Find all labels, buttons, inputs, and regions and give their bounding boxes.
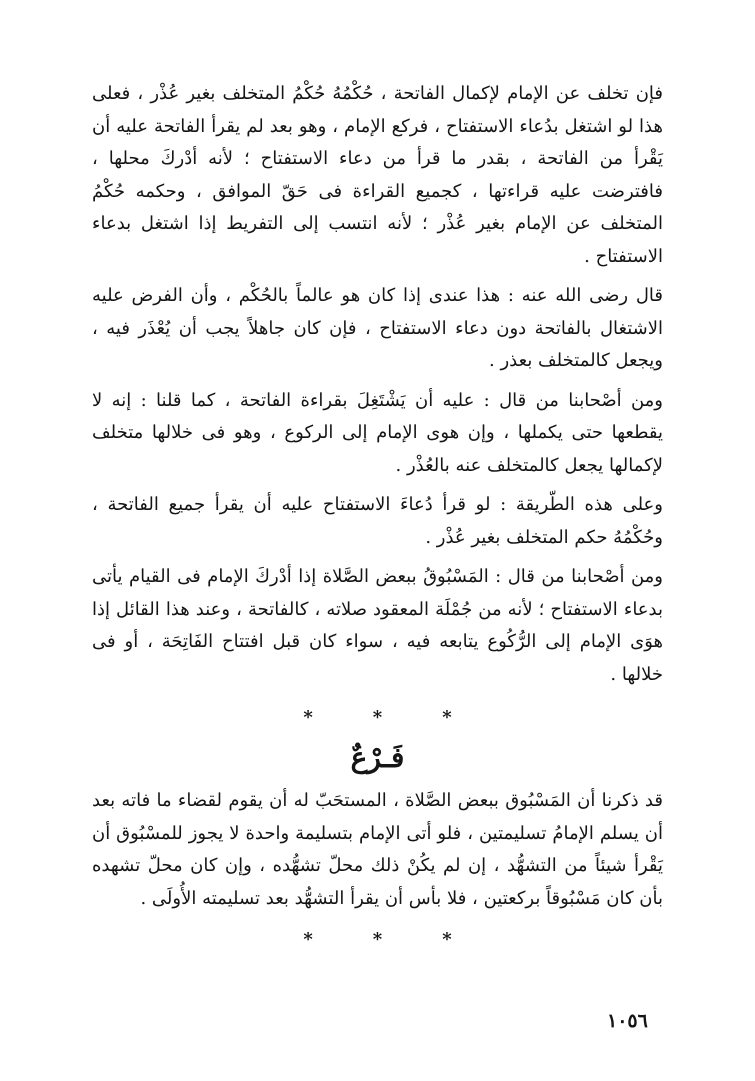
paragraph-1: فإن تخلف عن الإمام لإكمال الفاتحة ، حُكْمُهُ حُكْمُ المتخلف بغير عُذْر ، فعلى هذا لو اشتغل بدُعاء الاستفتاح ، فركع الإمام ، وهو بعد لم يقرأ الفاتحة عليه أن يَقْرأ من الفاتحة ، بقدر ما قرأ من دعاء الاستفتاح ؛ لأنه أدْركَ محلها ، فافترضت عليه قراءتها ، كجميع القراءة فى حَقّ الموافق ، وحكمه حُكْمُ المتخلف عن الإمام بغير عُذْر ؛ لأنه انتسب إلى التفريط إذا اشتغل بدعاء الاستفتاح . bbox=[92, 83, 664, 267]
closing-separator bbox=[92, 925, 663, 955]
separator-star: * bbox=[303, 707, 313, 728]
separator-star: * bbox=[372, 707, 383, 728]
separator-star: * bbox=[303, 929, 313, 950]
paragraph-final: قد ذكرنا أن المَسْبُوق ببعض الصَّلاة ، المستحَبّ له أن يقوم لقضاء ما فاته بعد أن يسلم الإمامُ تسليمتين ، فلو أتى الإمام بتسليمة واحدة لا يجوز للمسْبُوق أن يَقْرأ شيئاً من التشهُّد ، إن لم يكُنْ ذلك محلّ تشهُّده ، وإن كان محلّ تشهده بأن كان مَسْبُوقاً بركعتين ، فلا بأس أن يقرأ التشهُّد بعد تسليمته الأُولَى . bbox=[92, 790, 663, 909]
paragraph-5: ومن أصْحابنا من قال : المَسْبُوقُ ببعض الصَّلاة إذا أدْركَ الإمام فى القيام يأتى بدعاء الاستفتاح ؛ لأنه من جُمْلَة المعقود صلاته ، كالفاتحة ، وعند هذا القائل إذا هوَى الإمام إلى الرُّكُوع يتابعه فيه ، سواء كان قبل افتتاح الفَاتِحَة ، أو فى خلالها . bbox=[92, 566, 663, 685]
separator-star: * bbox=[372, 929, 383, 950]
section-separator bbox=[92, 703, 663, 733]
page-number: ١٠٥٦ bbox=[607, 1010, 648, 1032]
paragraph-3: ومن أصْحابنا من قال : عليه أن يَشْتَغِلَ بقراءة الفاتحة ، كما قلنا : إنه لا يقطعها حتى يكملها ، وإن هوى الإمام إلى الركوع ، وهو فى خلالها متخلف لإكمالها يجعل كالمتخلف عنه بالعُذْر . bbox=[92, 389, 663, 476]
section-heading: فَـرْعٌ bbox=[350, 741, 405, 774]
paragraph-4: وعلى هذه الطّريقة : لو قرأ دُعاءَ الاستفتاح عليه أن يقرأ جميع الفاتحة ، وحُكْمُهُ حكم المتخلف بغير عُذْر . bbox=[92, 494, 663, 548]
paragraph-2: قال رضى الله عنه : هذا عندى إذا كان هو عالماً بالحُكْم ، وأن الفرض عليه الاشتغال بالفاتحة دون دعاء الاستفتاح ، فإن كان جاهلاً يجب أن يُعْذَر فيه ، ويجعل كالمتخلف بعذر . bbox=[92, 285, 663, 371]
separator-star: * bbox=[442, 929, 452, 950]
separator-star: * bbox=[442, 707, 452, 728]
